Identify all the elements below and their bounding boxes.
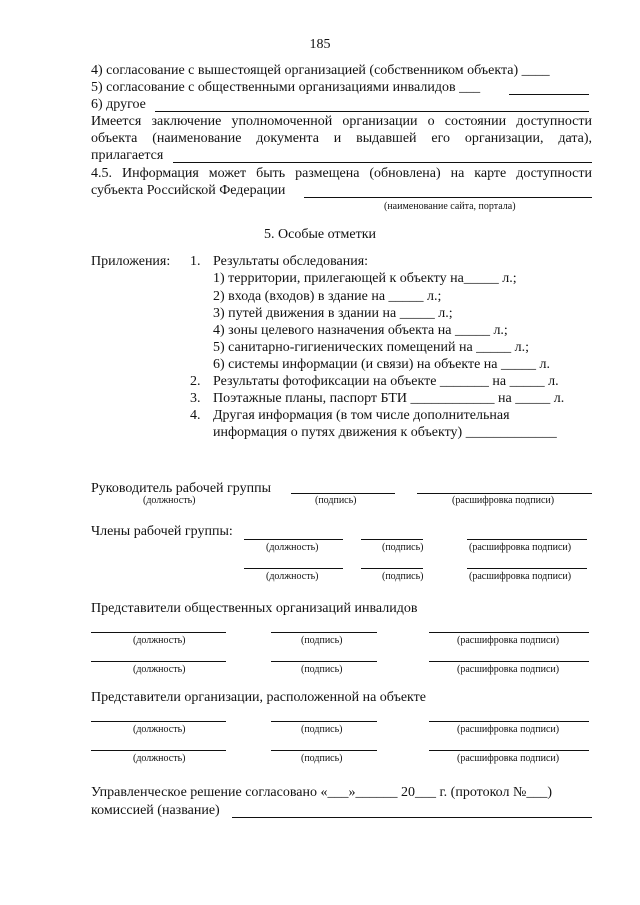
head-position-caption: (должность) bbox=[143, 495, 196, 506]
site-1-decoding-line bbox=[429, 721, 589, 722]
public-1-signature-line bbox=[271, 632, 377, 633]
site-org-label: Представители организации, расположенной на объекте bbox=[91, 690, 426, 705]
public-2-decoding-caption: (расшифровка подписи) bbox=[457, 664, 560, 675]
site-2-decoding-caption: (расшифровка подписи) bbox=[457, 753, 560, 764]
attachment-item-1: Результаты обследования: bbox=[213, 254, 369, 269]
section-4-5-fill-line bbox=[304, 197, 592, 198]
site-2-position-line bbox=[91, 750, 226, 751]
decision-line-1: Управленческое решение согласовано «___»______ 20___ г. (протокол №___) bbox=[91, 785, 552, 800]
head-decoding-line bbox=[417, 493, 592, 494]
section-4-5-line-1: 4.5. Информация может быть размещена (обновлена) на карте доступности bbox=[91, 166, 592, 181]
member-2-position-caption: (должность) bbox=[266, 571, 319, 582]
conclusion-fill-line bbox=[173, 162, 592, 163]
conclusion-line-2: объекта (наименование документа и выдавшей его организации, дата), bbox=[91, 131, 592, 146]
attachment-item-2: Результаты фотофиксации на объекте _______ на _____ л. bbox=[213, 374, 559, 389]
public-1-decoding-caption: (расшифровка подписи) bbox=[457, 635, 560, 646]
site-2-signature-line bbox=[271, 750, 377, 751]
attachments-label: Приложения: bbox=[91, 254, 171, 269]
member-1-signature-caption: (подпись) bbox=[382, 542, 424, 553]
section-4-5-line-2: субъекта Российской Федерации bbox=[91, 183, 286, 198]
member-1-decoding-line bbox=[467, 539, 587, 540]
member-2-signature-line bbox=[361, 568, 423, 569]
member-2-decoding-line bbox=[467, 568, 587, 569]
public-1-signature-caption: (подпись) bbox=[301, 635, 343, 646]
attachment-sub-4: 4) зоны целевого назначения объекта на _____ л.; bbox=[213, 323, 508, 338]
head-of-group-label: Руководитель рабочей группы bbox=[91, 481, 271, 496]
head-signature-line bbox=[291, 493, 395, 494]
site-1-decoding-caption: (расшифровка подписи) bbox=[457, 724, 560, 735]
member-2-position-line bbox=[244, 568, 343, 569]
member-1-decoding-caption: (расшифровка подписи) bbox=[469, 542, 572, 553]
item-5-line bbox=[509, 94, 589, 95]
site-1-signature-caption: (подпись) bbox=[301, 724, 343, 735]
public-2-position-line bbox=[91, 661, 226, 662]
site-2-signature-caption: (подпись) bbox=[301, 753, 343, 764]
attachment-sub-5: 5) санитарно-гигиенических помещений на _____ л.; bbox=[213, 340, 530, 355]
site-1-position-caption: (должность) bbox=[133, 724, 186, 735]
item-4-text: 4) согласование с вышестоящей организацией (собственником объекта) ____ bbox=[91, 63, 550, 78]
public-2-signature-caption: (подпись) bbox=[301, 664, 343, 675]
attachment-sub-6: 6) системы информации (и связи) на объекте на _____ л. bbox=[213, 357, 550, 372]
members-label: Члены рабочей группы: bbox=[91, 524, 233, 539]
decision-line-2: комиссией (название) bbox=[91, 803, 220, 818]
public-2-signature-line bbox=[271, 661, 377, 662]
attachment-item-4-line-2: информация о путях движения к объекту) _____________ bbox=[213, 425, 557, 440]
member-2-signature-caption: (подпись) bbox=[382, 571, 424, 582]
public-1-position-line bbox=[91, 632, 226, 633]
site-2-position-caption: (должность) bbox=[133, 753, 186, 764]
attachment-sub-3: 3) путей движения в здании на _____ л.; bbox=[213, 306, 453, 321]
page-number: 185 bbox=[309, 37, 331, 52]
public-2-position-caption: (должность) bbox=[133, 664, 186, 675]
attachment-item-4-line-1: Другая информация (в том числе дополнительная bbox=[213, 408, 510, 423]
site-1-signature-line bbox=[271, 721, 377, 722]
public-1-position-caption: (должность) bbox=[133, 635, 186, 646]
section-5-title: 5. Особые отметки bbox=[264, 227, 376, 242]
site-1-position-line bbox=[91, 721, 226, 722]
attachment-number-2: 2. bbox=[190, 374, 201, 389]
conclusion-line-3: прилагается bbox=[91, 148, 164, 163]
attachment-number-4: 4. bbox=[190, 408, 201, 423]
member-1-position-line bbox=[244, 539, 343, 540]
site-caption: (наименование сайта, портала) bbox=[384, 201, 516, 212]
attachment-number-3: 3. bbox=[190, 391, 201, 406]
item-5-text: 5) согласование с общественными организациями инвалидов ___ bbox=[91, 80, 481, 95]
head-signature-caption: (подпись) bbox=[315, 495, 357, 506]
member-1-signature-line bbox=[361, 539, 423, 540]
public-orgs-label: Представители общественных организаций инвалидов bbox=[91, 601, 418, 616]
site-2-decoding-line bbox=[429, 750, 589, 751]
public-2-decoding-line bbox=[429, 661, 589, 662]
head-decoding-caption: (расшифровка подписи) bbox=[452, 495, 555, 506]
public-1-decoding-line bbox=[429, 632, 589, 633]
attachment-number-1: 1. bbox=[190, 254, 201, 269]
decision-fill-line bbox=[232, 817, 592, 818]
item-6-line bbox=[155, 111, 589, 112]
conclusion-line-1: Имеется заключение уполномоченной организации о состоянии доступности bbox=[91, 114, 592, 129]
member-2-decoding-caption: (расшифровка подписи) bbox=[469, 571, 572, 582]
member-1-position-caption: (должность) bbox=[266, 542, 319, 553]
attachment-sub-2: 2) входа (входов) в здание на _____ л.; bbox=[213, 289, 442, 304]
item-6-text: 6) другое bbox=[91, 97, 146, 112]
attachment-sub-1: 1) территории, прилегающей к объекту на_____ л.; bbox=[213, 271, 517, 286]
attachment-item-3: Поэтажные планы, паспорт БТИ ____________ на _____ л. bbox=[213, 391, 565, 406]
